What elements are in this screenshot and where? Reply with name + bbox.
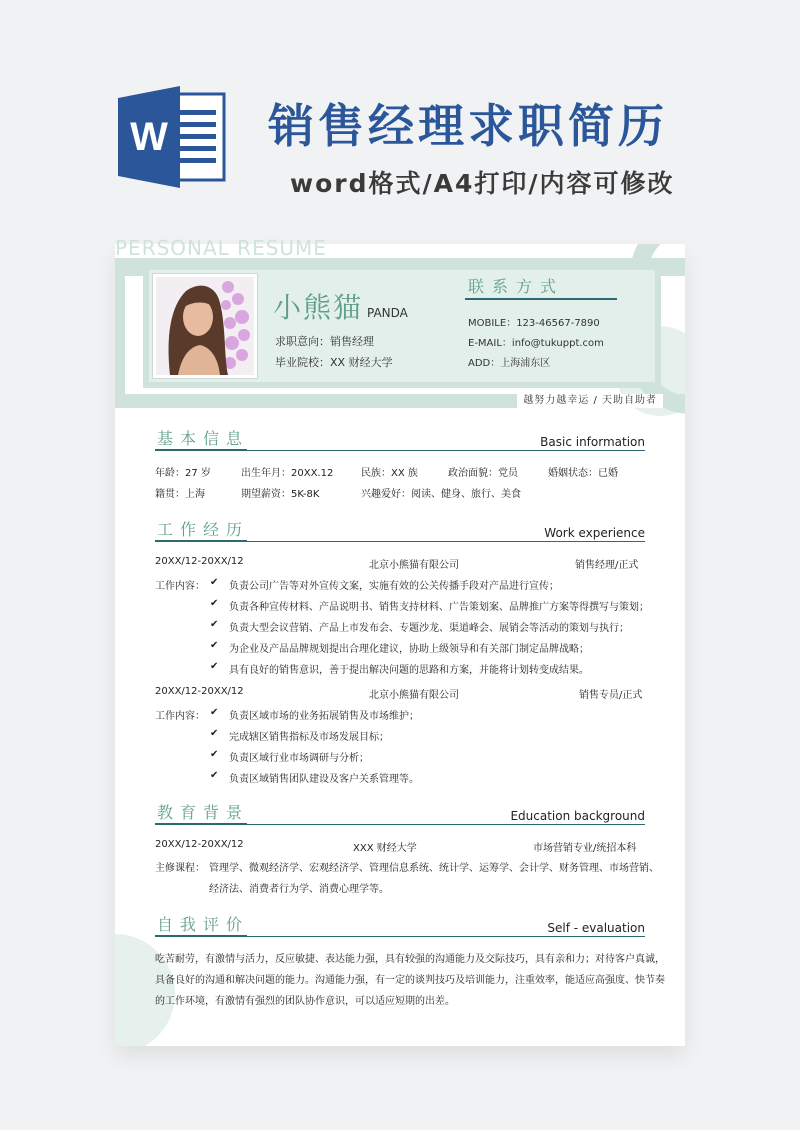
check-icon: ✔: [210, 619, 219, 630]
edu-courses: 经济法、消费者行为学、消费心理学等。: [209, 884, 389, 895]
school: 毕业院校：XX 财经大学: [275, 356, 393, 369]
edu-period: 20XX/12-20XX/12: [155, 839, 244, 850]
job-role: 销售经理/正式: [575, 560, 639, 571]
contact-address: ADD：上海浦东区: [468, 358, 551, 369]
basic-birth: 出生年月：20XX.12: [241, 468, 334, 479]
motto: 越努力越幸运 / 天助自助者: [517, 394, 663, 408]
section-title-basic-en: Basic information: [540, 435, 645, 449]
section-rule-accent: [155, 823, 247, 825]
promo-title: 销售经理求职简历: [268, 99, 668, 153]
section-rule-accent: [155, 935, 247, 937]
section-title-self-en: Self - evaluation: [547, 921, 645, 935]
edu-school: XXX 财经大学: [353, 843, 417, 854]
contact-rule: [465, 298, 617, 300]
basic-ethnicity: 民族：XX 族: [361, 468, 418, 479]
self-eval-line: 的工作环境，有激情有强烈的团队协作意识，可以适应短期的出差。: [155, 996, 455, 1007]
edu-major: 市场营销专业/统招本科: [533, 843, 637, 854]
job-period: 20XX/12-20XX/12: [155, 686, 244, 697]
check-icon: ✔: [210, 577, 219, 588]
job-duty: 负责大型会议营销、产品上市发布会、专题沙龙、渠道峰会、展销会等活动的策划与执行；: [229, 623, 629, 634]
contact-title: 联系方式: [468, 277, 565, 296]
section-rule-accent: [155, 540, 247, 542]
job-duty: 具有良好的销售意识，善于提出解决问题的思路和方案，并能将计划转变成结果。: [229, 665, 589, 676]
section-title-work-en: Work experience: [544, 526, 645, 540]
section-title-basic: 基本信息: [157, 429, 250, 448]
job-duty: 负责公司广告等对外宣传文案，实施有效的公关传播手段对产品进行宣传；: [229, 581, 559, 592]
check-icon: ✔: [210, 749, 219, 760]
check-icon: ✔: [210, 640, 219, 651]
check-icon: ✔: [210, 598, 219, 609]
check-icon: ✔: [210, 707, 219, 718]
job-duties-label: 工作内容：: [155, 711, 205, 722]
word-app-icon: [118, 86, 228, 188]
basic-political: 政治面貌：党员: [448, 468, 518, 479]
job-duty: 负责区域销售团队建设及客户关系管理等。: [229, 774, 419, 785]
edu-courses-label: 主修课程：: [155, 863, 205, 874]
check-icon: ✔: [210, 661, 219, 672]
section-rule-accent: [155, 449, 247, 451]
job-company: 北京小熊猫有限公司: [369, 690, 459, 701]
edu-courses: 管理学、微观经济学、宏观经济学、管理信息系统、统计学、运筹学、会计学、财务管理、市场营销、: [209, 863, 659, 874]
self-eval-line: 具备良好的沟通和解决问题的能力。沟通能力强，有一定的谈判技巧及培训能力，注重效率，能适应高强度、快节奏: [155, 975, 665, 986]
job-duty: 负责各种宣传材料、产品说明书、销售支持材料、广告策划案、品牌推广方案等得撰写与策划；: [229, 602, 649, 613]
job-duty: 负责区域市场的业务拓展销售及市场维护；: [229, 711, 419, 722]
job-company: 北京小熊猫有限公司: [369, 560, 459, 571]
contact-email: E-MAIL：info@tukuppt.com: [468, 338, 604, 349]
check-icon: ✔: [210, 770, 219, 781]
section-title-edu: 教育背景: [157, 803, 250, 822]
job-duty: 负责区域行业市场调研与分析；: [229, 753, 369, 764]
check-icon: ✔: [210, 728, 219, 739]
basic-hometown: 籍贯：上海: [155, 489, 205, 500]
job-duty: 完成辖区销售指标及市场发展目标；: [229, 732, 389, 743]
section-title-edu-en: Education background: [510, 809, 645, 823]
basic-marital: 婚姻状态：已婚: [548, 468, 618, 479]
job-role: 销售专员/正式: [579, 690, 643, 701]
basic-salary: 期望薪资：5K-8K: [241, 489, 320, 500]
section-title-work: 工作经历: [157, 520, 250, 539]
self-eval-line: 吃苦耐劳，有激情与活力，反应敏捷、表达能力强，具有较强的沟通能力及交际技巧，具有亲和力；对待客户真诚，: [155, 954, 665, 965]
job-duties-label: 工作内容：: [155, 581, 205, 592]
job-objective: 求职意向：销售经理: [275, 335, 374, 348]
candidate-name-en: PANDA: [367, 306, 408, 320]
basic-age: 年龄：27 岁: [155, 468, 211, 479]
candidate-name: 小熊猫: [273, 291, 364, 324]
personal-resume-watermark: PERSONAL RESUME: [115, 236, 327, 260]
job-duty: 为企业及产品品牌规划提出合理化建议，协助上级领导和有关部门制定品牌战略；: [229, 644, 589, 655]
job-period: 20XX/12-20XX/12: [155, 556, 244, 567]
deco-band: [115, 258, 125, 408]
promo-subtitle: word格式/A4打印/内容可修改: [290, 169, 675, 198]
basic-hobbies: 兴趣爱好：阅读、健身、旅行、美食: [361, 489, 521, 500]
resume-page: [115, 244, 685, 1046]
word-icon-letter: W: [130, 115, 168, 159]
section-title-self: 自我评价: [157, 915, 250, 934]
contact-mobile: MOBILE：123-46567-7890: [468, 318, 600, 329]
profile-photo: [153, 274, 257, 378]
